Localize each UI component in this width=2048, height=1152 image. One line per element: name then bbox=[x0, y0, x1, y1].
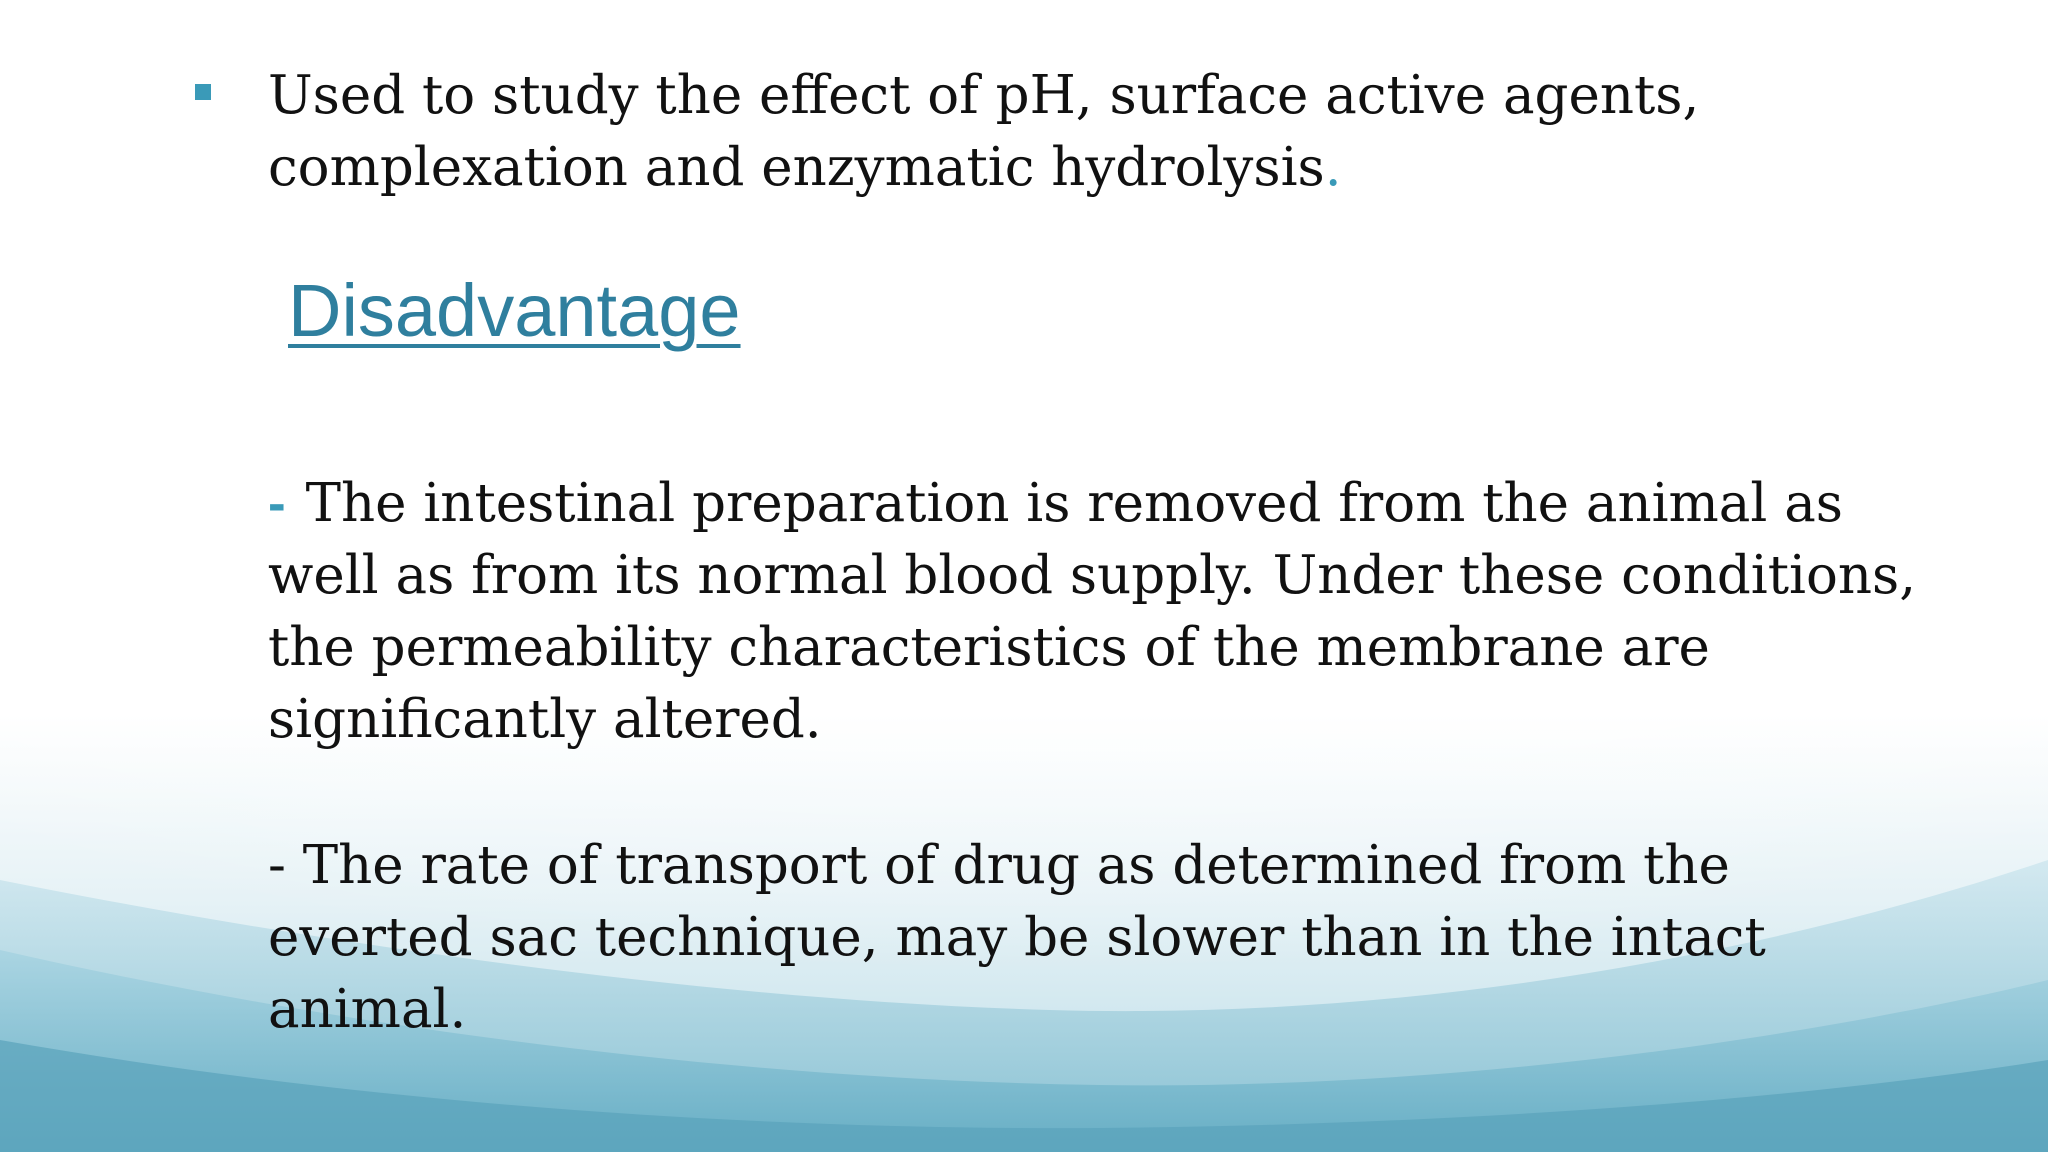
disadvantage-point-1 bbox=[268, 468, 1916, 756]
point-1-line-1: - The intestinal preparation is removed from the animal as bbox=[268, 473, 1843, 534]
bullet-line-1: Used to study the effect of pH, surface active agents, bbox=[268, 65, 1700, 126]
section-heading: Disadvantage bbox=[288, 269, 741, 352]
point-1-line-3: the permeability characteristics of the membrane are bbox=[268, 617, 1710, 678]
point-1-line-2: well as from its normal blood supply. Under these conditions, bbox=[268, 545, 1917, 606]
point-2-line-1: - The rate of transport of drug as determined from the bbox=[268, 835, 1730, 896]
disadvantage-point-2 bbox=[268, 830, 1766, 1046]
dash-marker: - bbox=[268, 474, 286, 533]
point-1-line-4: significantly altered. bbox=[268, 689, 822, 750]
point-2-line-3: animal. bbox=[268, 979, 467, 1040]
bullet-text bbox=[268, 60, 1699, 204]
point-2-line-2: everted sac technique, may be slower than in the intact bbox=[268, 907, 1766, 968]
bullet-period: . bbox=[1324, 137, 1342, 198]
square-bullet-icon bbox=[195, 84, 211, 100]
bullet-line-2: complexation and enzymatic hydrolysis. bbox=[268, 137, 1342, 198]
